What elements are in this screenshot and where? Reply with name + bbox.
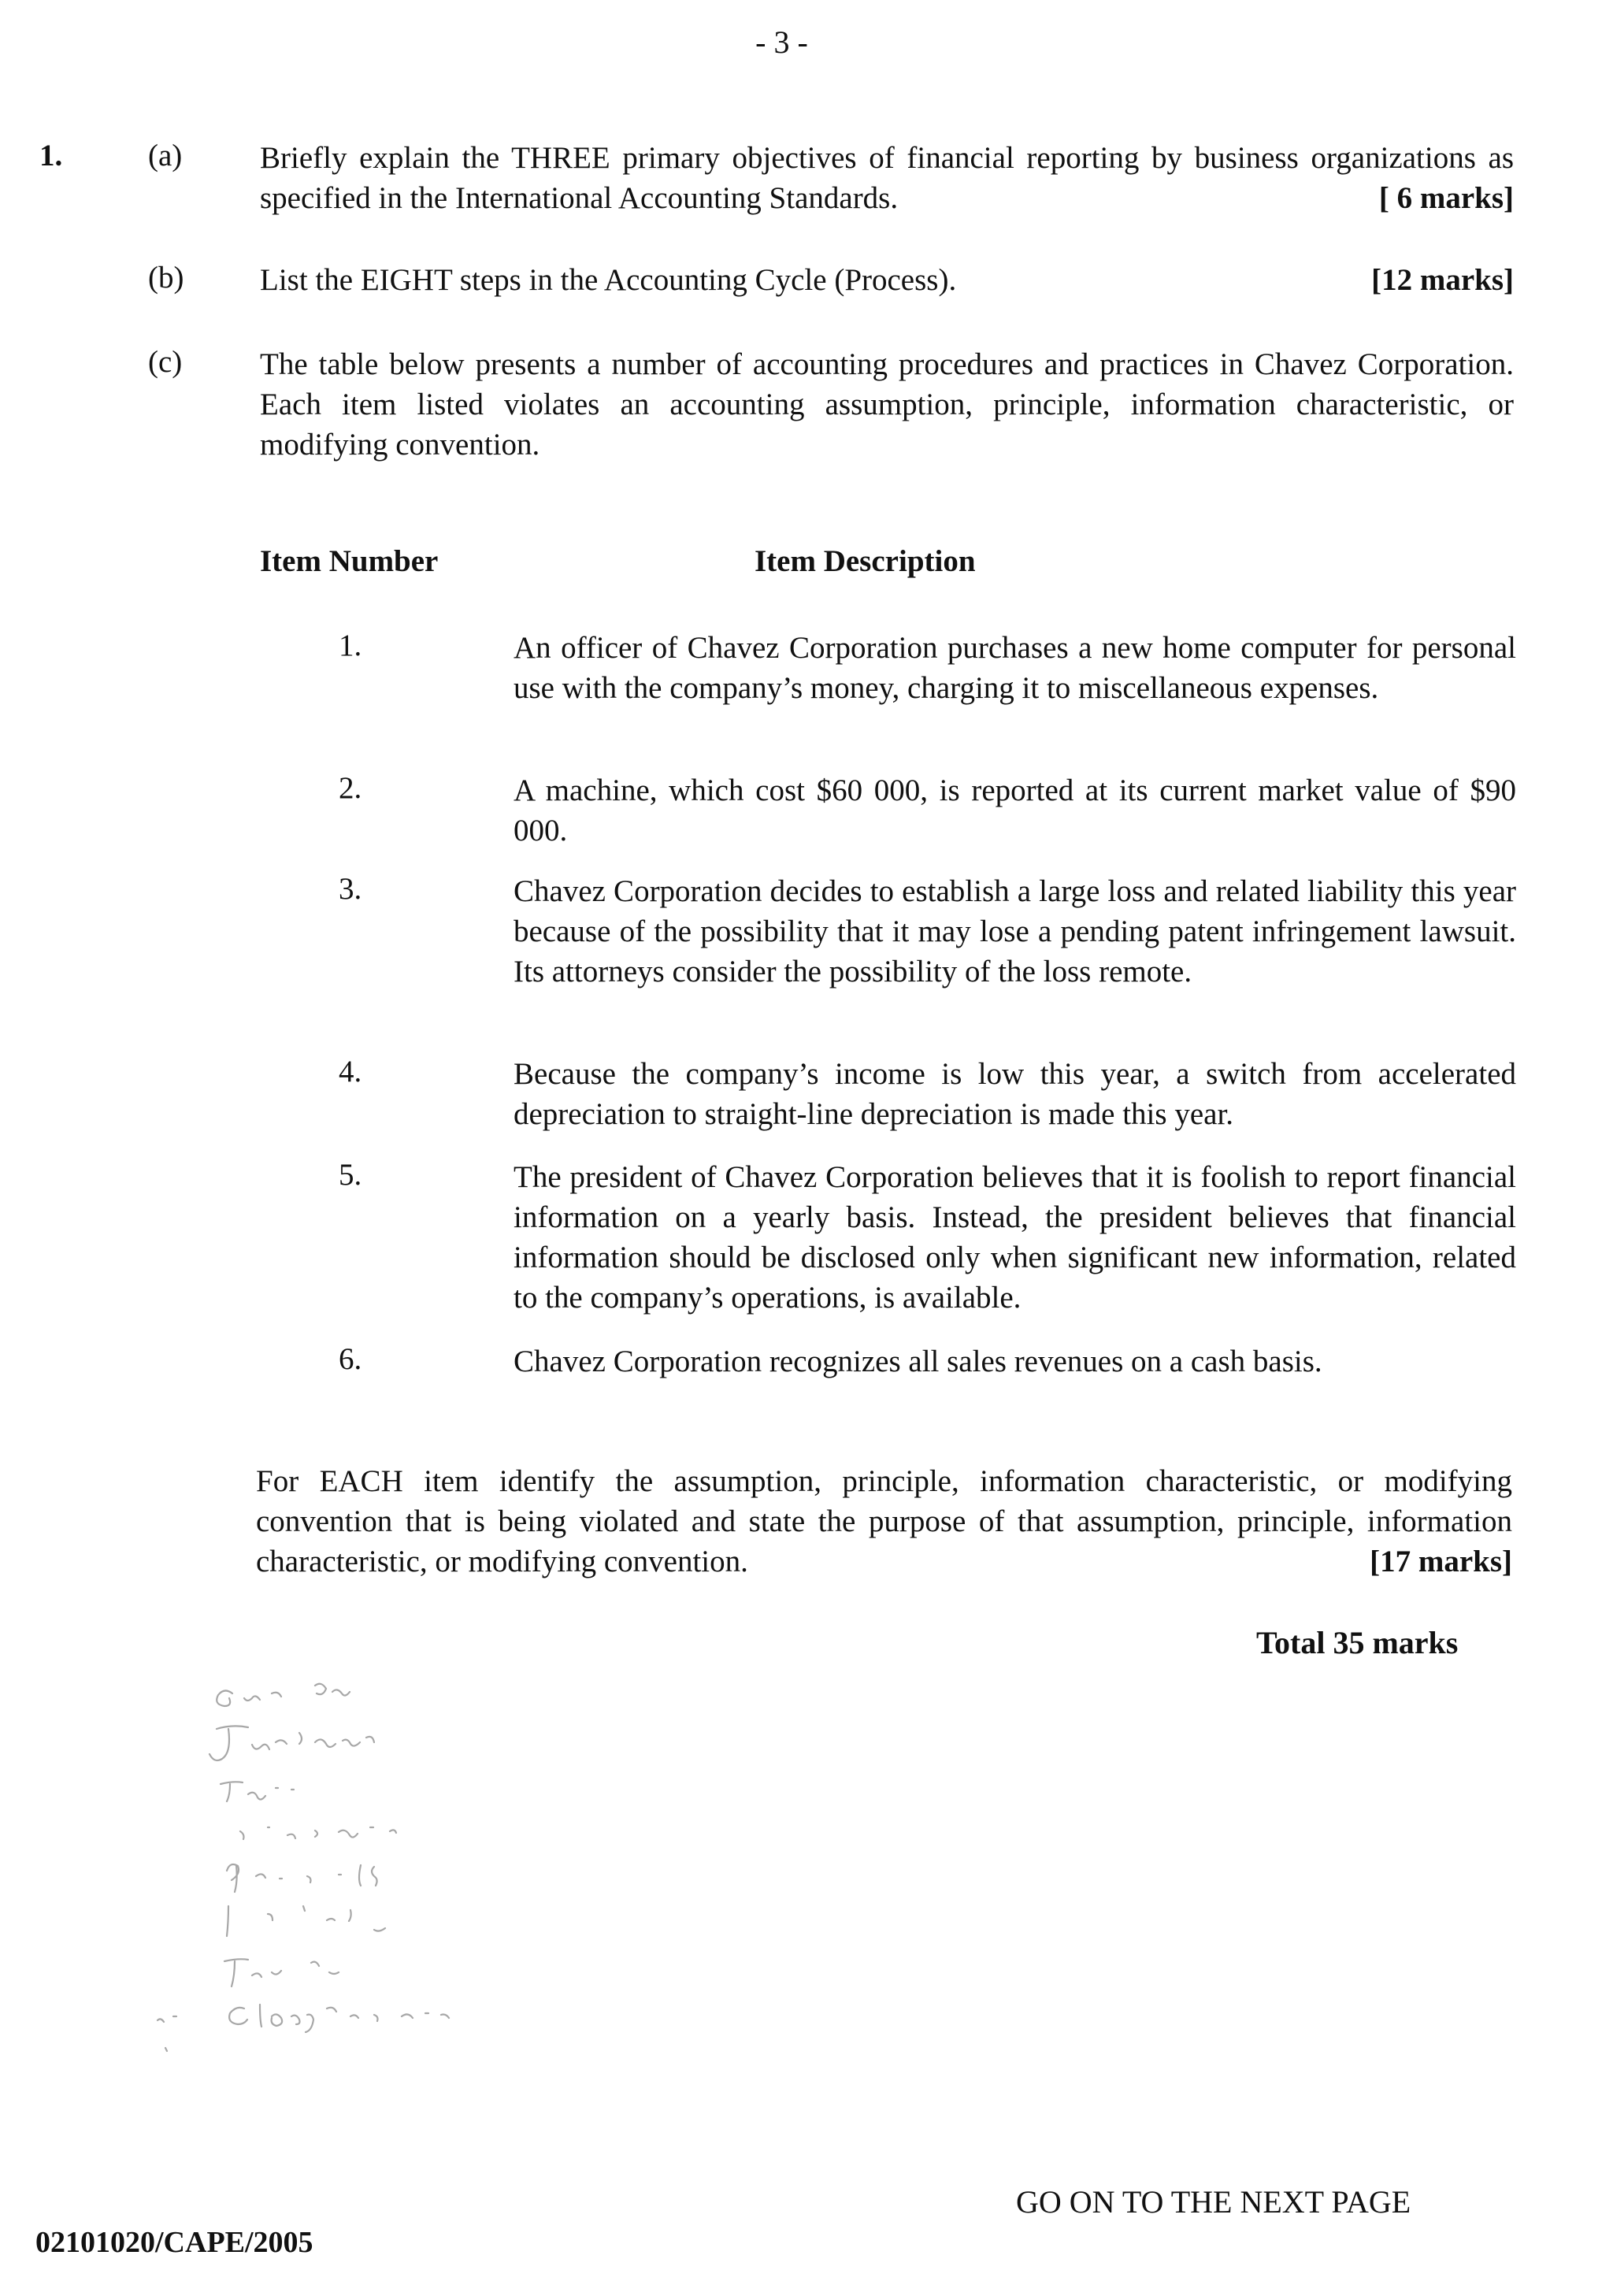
- page-number: - 3 -: [755, 24, 808, 60]
- part-b-question: List the EIGHT steps in the Accounting Cycle (Process).: [260, 263, 957, 297]
- instruction-marks: [17 marks]: [1370, 1545, 1512, 1578]
- col-header-item-description: Item Description: [755, 544, 976, 578]
- item-number: 4.: [339, 1055, 362, 1089]
- question-number: 1.: [39, 139, 63, 172]
- part-c-label: (c): [148, 345, 183, 379]
- item-description: The president of Chavez Corporation believes that it is foolish to report financial information on a yearly basis. Instead, the president believes that financial information should be disclosed only when significant new information, related to the company’s operations, is available.: [514, 1160, 1516, 1315]
- part-c-text: The table below presents a number of accounting procedures and practices in Chavez Corporation. Each item listed violates an accounting assumption, principle, information characteristic, or modifying convention.: [260, 347, 1514, 462]
- instruction-body: For EACH item identify the assumption, principle, information characteristic, or modifying convention that is being violated and state the purpose of that assumption, principle, information characteristic, or modifying convention.: [256, 1464, 1512, 1578]
- item-number: 1.: [339, 629, 362, 662]
- instruction-text: [256, 1461, 1512, 1582]
- item-number: 5.: [339, 1158, 362, 1192]
- part-a-text: [260, 138, 1514, 218]
- part-a-question: Briefly explain the THREE primary objectives of financial reporting by business organizations as specified in the International Accounting Standards.: [260, 141, 1514, 215]
- part-b-marks: [12 marks]: [1371, 263, 1514, 297]
- handwritten-notes-image: [150, 1670, 622, 2056]
- part-a-marks: [ 6 marks]: [1378, 181, 1514, 215]
- item-description: Chavez Corporation decides to establish a large loss and related liability this year because of the possibility that it may lose a pending patent infringement lawsuit. Its attorneys consider the possibility of the loss remote.: [514, 874, 1516, 989]
- item-number: 2.: [339, 771, 362, 805]
- item-number: 6.: [339, 1342, 362, 1376]
- item-description: Because the company’s income is low this year, a switch from accelerated depreciation to straight-line depreciation is made this year.: [514, 1057, 1516, 1131]
- item-number: 3.: [339, 872, 362, 906]
- part-a-label: (a): [148, 139, 183, 172]
- item-description: Chavez Corporation recognizes all sales revenues on a cash basis.: [514, 1345, 1322, 1378]
- col-header-item-number: Item Number: [260, 544, 439, 578]
- part-b-label: (b): [148, 261, 184, 295]
- item-description: An officer of Chavez Corporation purchases a new home computer for personal use with the company’s money, charging it to miscellaneous expenses.: [514, 631, 1516, 705]
- paper-code: 02101020/CAPE/2005: [35, 2226, 313, 2259]
- total-marks: Total 35 marks: [1256, 1625, 1459, 1660]
- item-description: A machine, which cost $60 000, is reported at its current market value of $90 000.: [514, 773, 1516, 848]
- next-page-notice: GO ON TO THE NEXT PAGE: [1016, 2184, 1411, 2220]
- part-b-text: [260, 260, 1514, 300]
